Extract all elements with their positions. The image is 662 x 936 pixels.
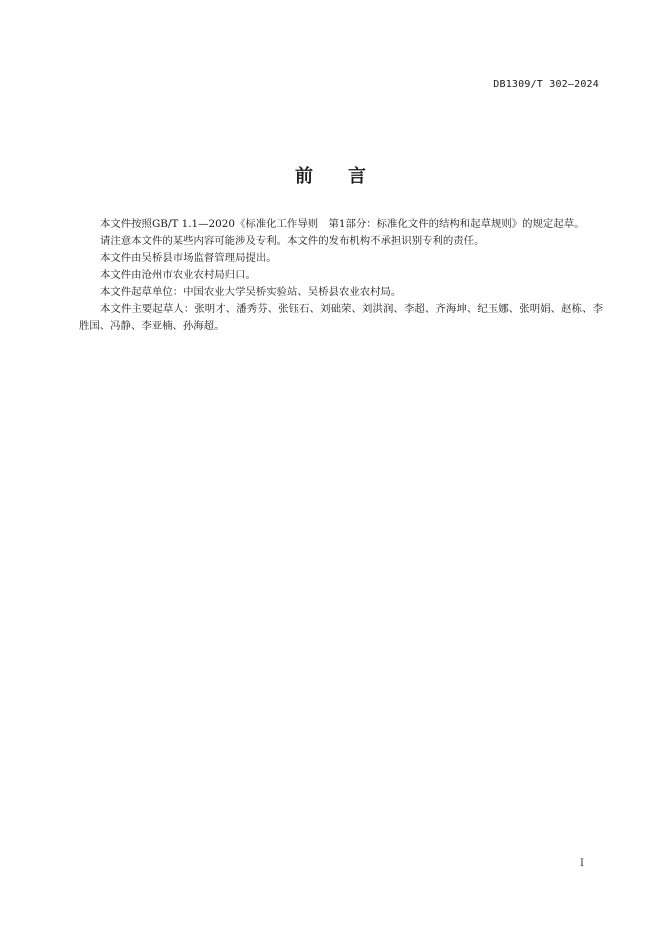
paragraph-proposed-by: 本文件由吴桥县市场监督管理局提出。 — [100, 252, 277, 264]
page-number: I — [580, 858, 584, 869]
paragraph-drafting-units: 本文件起草单位：中国农业大学吴桥实验站、吴桥县农业农村局。 — [100, 286, 402, 298]
document-code: DB1309/T 302—2024 — [493, 79, 599, 90]
foreword-body — [79, 216, 603, 335]
title-char-2: 言 — [348, 166, 367, 187]
page-title — [0, 162, 662, 188]
title-char-1: 前 — [295, 166, 314, 187]
paragraph-drafting-rules: 本文件按照GB/T 1.1—2020《标准化工作导则 第1部分：标准化文件的结构和起草规则》的规定起草。 — [100, 218, 585, 230]
paragraph-drafters: 本文件主要起草人：张明才、潘秀芬、张钰石、刘础荣、刘洪润、李超、齐海坤、纪玉娜、张明娟、赵栋、李胜国、冯静、李亚楠、孙海超。 — [79, 303, 603, 332]
paragraph-patent-notice: 请注意本文件的某些内容可能涉及专利。本文件的发布机构不承担识别专利的责任。 — [100, 235, 485, 247]
paragraph-centralized-by: 本文件由沧州市农业农村局归口。 — [100, 269, 256, 281]
